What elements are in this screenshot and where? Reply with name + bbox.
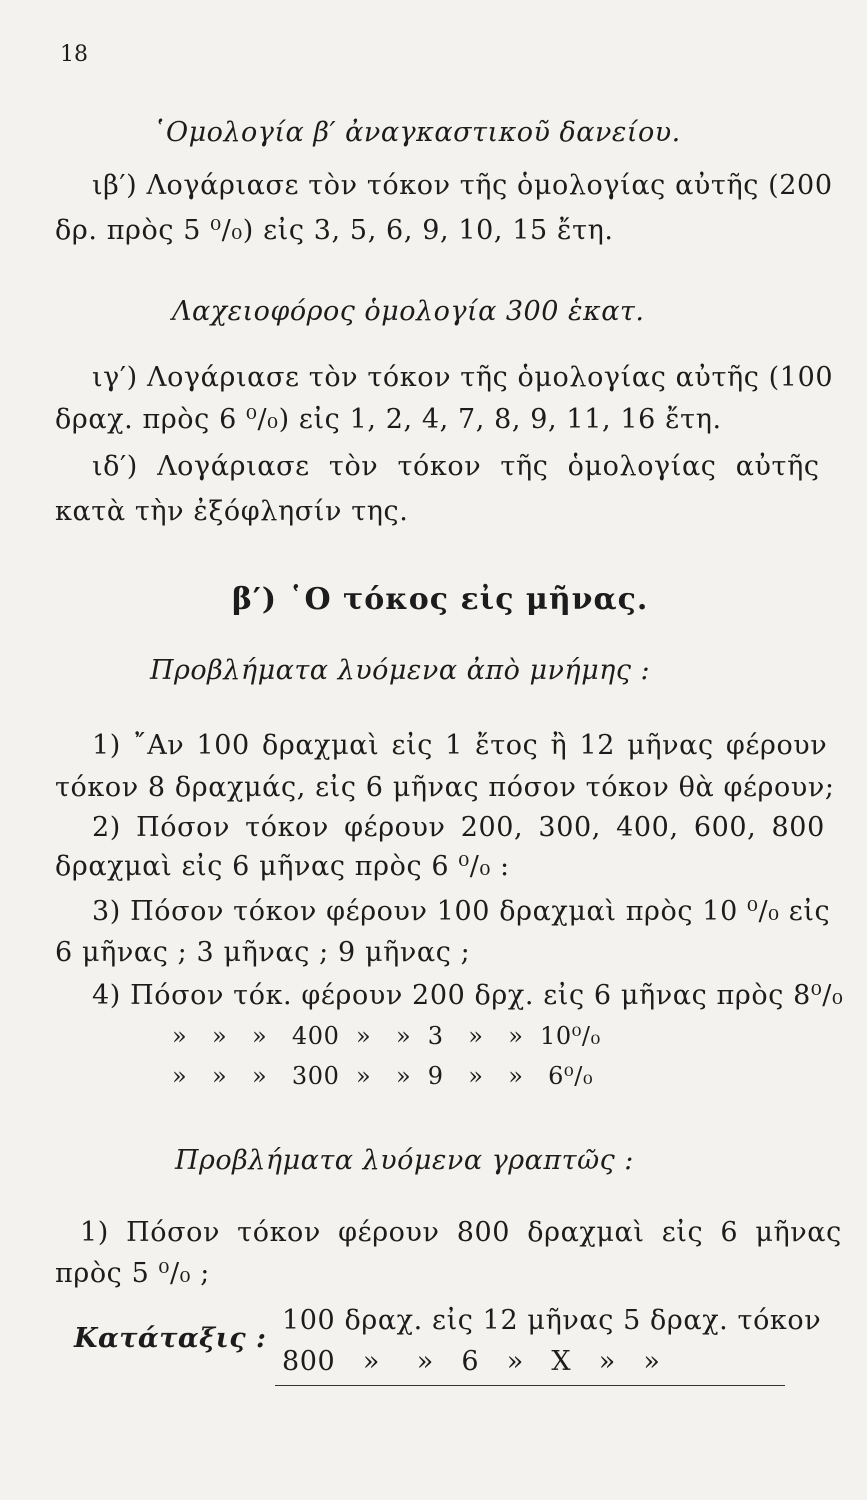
heading-compulsory-loan-bond: ῾Ομολογία β′ ἀναγκαστικοῦ δανείου.: [152, 117, 681, 148]
written-problem-1-line-2: πρὸς 5 ⁰/₀ ;: [55, 1258, 210, 1289]
setup-row-1: 100 δραχ. εἰς 12 μῆνας 5 δραχ. τόκον: [282, 1305, 822, 1336]
setup-label: Κατάταξις :: [74, 1323, 267, 1354]
mental-problem-3-line-1: 3) Πόσον τόκον φέρουν 100 δραχμαὶ πρὸς 10 ⁰/₀ εἰς: [92, 896, 831, 927]
mental-problem-4-line-3: » » » 300 » » 9 » » 6⁰/₀: [172, 1062, 594, 1090]
setup-row-2: 800 » » 6 » X » »: [282, 1346, 661, 1377]
subheading-mental-problems: Προβλήματα λυόμενα ἀπὸ μνήμης :: [150, 655, 651, 686]
mental-problem-2-line-2: δραχμαὶ εἰς 6 μῆνας πρὸς 6 ⁰/₀ :: [55, 851, 510, 882]
mental-problem-2-line-1: 2) Πόσον τόκον φέρουν 200, 300, 400, 600, 800: [92, 812, 825, 843]
problem-13-line-2: δραχ. πρὸς 6 ⁰/₀) εἰς 1, 2, 4, 7, 8, 9, 11, 16 ἔτη.: [55, 404, 722, 435]
section-title-interest-in-months: β′) ῾Ο τόκος εἰς μῆνας.: [232, 582, 649, 617]
problem-12-line-1: ιβ′) Λογάριασε τὸν τόκον τῆς ὁμολογίας αὐτῆς (200: [92, 170, 833, 201]
problem-14-line-1: ιδ′) Λογάριασε τὸν τόκον τῆς ὁμολογίας αὐτῆς: [92, 451, 820, 482]
problem-12-line-2: δρ. πρὸς 5 ⁰/₀) εἰς 3, 5, 6, 9, 10, 15 ἔτη.: [55, 215, 614, 246]
mental-problem-1-line-2: τόκον 8 δραχμάς, εἰς 6 μῆνας πόσον τόκον θὰ φέρουν;: [55, 772, 835, 803]
mental-problem-1-line-1: 1) ῎Αν 100 δραχμαὶ εἰς 1 ἔτος ἢ 12 μῆνας φέρουν: [92, 730, 828, 761]
mental-problem-4-line-2: » » » 400 » » 3 » » 10⁰/₀: [172, 1022, 601, 1050]
page-number: 18: [60, 42, 88, 67]
mental-problem-4-line-1: 4) Πόσον τόκ. φέρουν 200 δρχ. εἰς 6 μῆνας πρὸς 8⁰/₀: [92, 980, 844, 1011]
subheading-written-problems: Προβλήματα λυόμενα γραπτῶς :: [175, 1145, 634, 1176]
heading-lottery-bond: Λαχειοφόρος ὁμολογία 300 ἑκατ.: [172, 296, 645, 327]
written-problem-1-line-1: 1) Πόσον τόκον φέρουν 800 δραχμαὶ εἰς 6 μῆνας: [80, 1217, 842, 1248]
problem-13-line-1: ιγ′) Λογάριασε τὸν τόκον τῆς ὁμολογίας αὐτῆς (100: [92, 362, 834, 393]
problem-14-line-2: κατὰ τὴν ἐξόφλησίν της.: [55, 496, 409, 527]
mental-problem-3-line-2: 6 μῆνας ; 3 μῆνας ; 9 μῆνας ;: [55, 937, 471, 968]
setup-underline: [275, 1385, 785, 1386]
